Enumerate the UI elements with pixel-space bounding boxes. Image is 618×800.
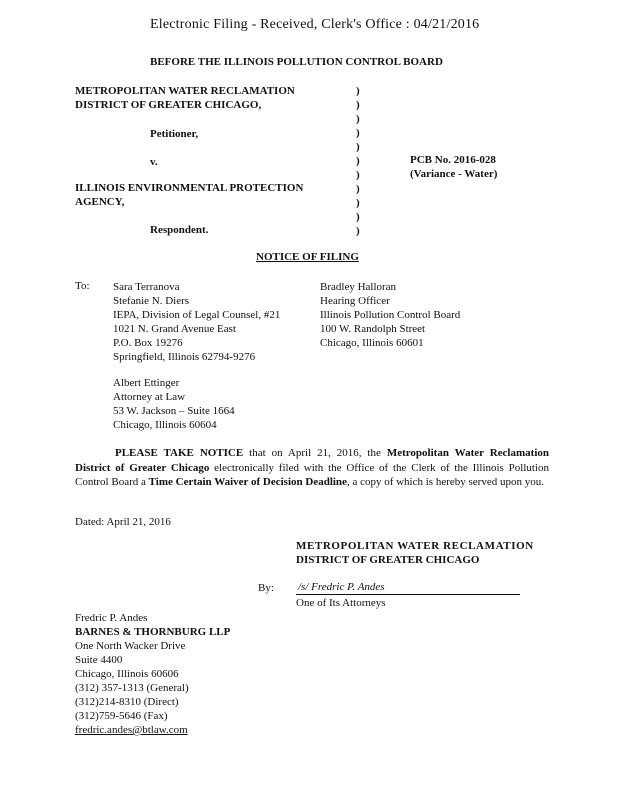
- caption-bracket: ): [356, 211, 360, 223]
- dated-line: Dated: April 21, 2016: [75, 516, 171, 528]
- respondent-role: Respondent.: [150, 224, 209, 236]
- notice-document: Time Certain Waiver of Decision Deadline: [148, 476, 347, 488]
- recipient-line: Springfield, Illinois 62794-9276: [113, 351, 256, 363]
- notice-text: electronically filed with the Office of the Clerk of the Illinois Pollution Control Board a: [75, 461, 549, 488]
- notice-text: , a copy of which is hereby served upon you.: [346, 476, 544, 488]
- attorney-block: [75, 611, 230, 737]
- attorney-phone-general: (312) 357-1313 (General): [75, 682, 189, 694]
- filing-stamp: Electronic Filing - Received, Clerk's Office : 04/21/2016: [150, 17, 480, 32]
- signature-org-line2: DISTRICT OF GREATER CHICAGO: [296, 554, 480, 566]
- caption-bracket: ): [356, 169, 360, 181]
- recipient-line: 53 W. Jackson – Suite 1664: [113, 405, 235, 417]
- recipients-second: [113, 376, 235, 432]
- attorney-firm: BARNES & THORNBURG LLP: [75, 626, 231, 638]
- notice-lead: PLEASE TAKE NOTICE: [115, 447, 244, 459]
- attorney-email-link[interactable]: fredric.andes@btlaw.com: [75, 724, 188, 736]
- signature: /s/ Fredric P. Andes: [298, 581, 385, 593]
- recipient-line: Bradley Halloran: [320, 281, 397, 293]
- caption-bracket: ): [356, 99, 360, 111]
- to-label: To:: [75, 280, 90, 292]
- by-label: By:: [258, 582, 274, 594]
- caption-bracket: ): [356, 183, 360, 195]
- petitioner-name-line2: DISTRICT OF GREATER CHICAGO,: [75, 99, 262, 111]
- recipient-line: 1021 N. Grand Avenue East: [113, 323, 236, 335]
- caption-bracket: ): [356, 225, 360, 237]
- recipient-line: Chicago, Illinois 60601: [320, 337, 424, 349]
- attorney-phone-direct: (312)214-8310 (Direct): [75, 696, 179, 708]
- respondent-name-line2: AGENCY,: [75, 196, 125, 208]
- petitioner-name-line1: METROPOLITAN WATER RECLAMATION: [75, 85, 295, 97]
- petitioner-role: Petitioner,: [150, 128, 199, 140]
- recipient-line: Hearing Officer: [320, 295, 390, 307]
- case-number: PCB No. 2016-028: [410, 154, 496, 166]
- recipient-line: Illinois Pollution Control Board: [320, 309, 461, 321]
- recipient-line: IEPA, Division of Legal Counsel, #21: [113, 309, 281, 321]
- notice-text: that on April 21, 2016, the: [243, 447, 387, 459]
- recipients-left: [113, 280, 280, 364]
- recipient-line: Chicago, Illinois 60604: [113, 419, 217, 431]
- attorney-fax: (312)759-5646 (Fax): [75, 710, 168, 722]
- recipient-line: 100 W. Randolph Street: [320, 323, 426, 335]
- respondent-name-line1: ILLINOIS ENVIRONMENTAL PROTECTION: [75, 182, 304, 194]
- notice-paragraph: [75, 446, 549, 490]
- recipient-line: Stefanie N. Diers: [113, 295, 190, 307]
- recipient-line: Sara Terranova: [113, 281, 180, 293]
- caption-bracket: ): [356, 85, 360, 97]
- attorney-address: One North Wacker Drive: [75, 640, 186, 652]
- notice-party: Metropolitan Water Reclamation District of Greater Chicago: [75, 447, 549, 474]
- signature-role: One of Its Attorneys: [296, 597, 386, 609]
- signature-line: [296, 594, 520, 595]
- recipient-line: P.O. Box 19276: [113, 337, 183, 349]
- caption-bracket: ): [356, 197, 360, 209]
- case-type: (Variance - Water): [410, 168, 498, 180]
- caption-bracket: ): [356, 141, 360, 153]
- caption-bracket: ): [356, 127, 360, 139]
- notice-title: NOTICE OF FILING: [256, 251, 359, 263]
- recipient-line: Albert Ettinger: [113, 377, 180, 389]
- versus: v.: [150, 156, 158, 168]
- recipient-line: Attorney at Law: [113, 391, 186, 403]
- caption-bracket: ): [356, 155, 360, 167]
- attorney-address: Suite 4400: [75, 654, 123, 666]
- attorney-name: Fredric P. Andes: [75, 612, 148, 624]
- caption-bracket: ): [356, 113, 360, 125]
- attorney-address: Chicago, Illinois 60606: [75, 668, 179, 680]
- board-title: BEFORE THE ILLINOIS POLLUTION CONTROL BOARD: [150, 56, 443, 68]
- recipients-right: [320, 280, 460, 350]
- signature-org-line1: METROPOLITAN WATER RECLAMATION: [296, 540, 534, 552]
